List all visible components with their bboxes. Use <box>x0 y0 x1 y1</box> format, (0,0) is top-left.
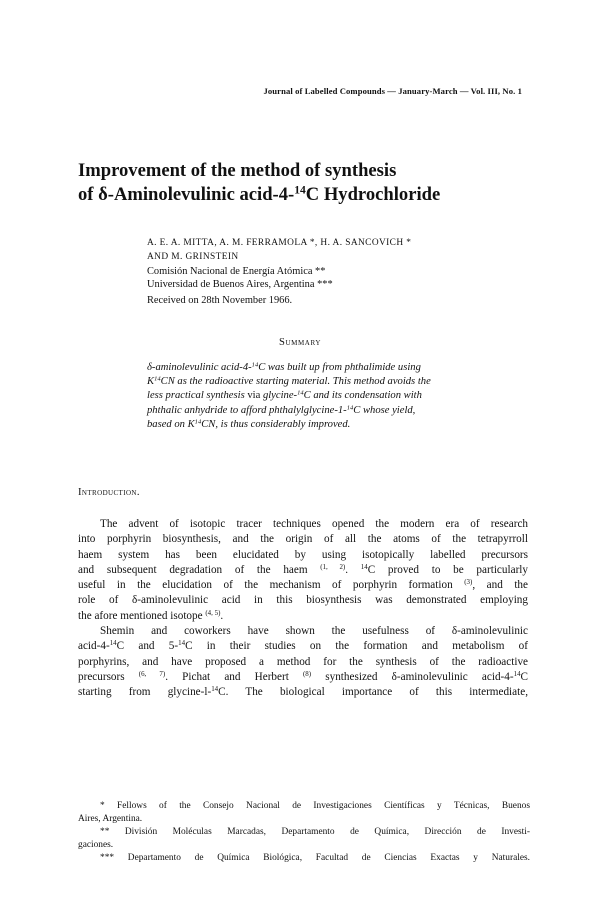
isotope-superscript: 14 <box>211 685 219 694</box>
body-text: starting from glycine-l- <box>78 686 212 699</box>
body-text: . <box>220 609 224 622</box>
body-line <box>78 670 528 685</box>
abstract-line <box>147 389 525 403</box>
introduction-body <box>78 517 528 701</box>
isotope-superscript: 14 <box>297 389 304 397</box>
isotope-superscript: 14 <box>251 361 259 369</box>
footnote-3-line-1: *** Departamento de Química Biológica, Facultad de Ciencias Exactas y Naturales. <box>100 853 530 863</box>
abstract-text: based on K <box>147 418 195 430</box>
body-line <box>78 685 528 700</box>
abstract-text: K <box>147 376 155 388</box>
body-text: C in their studies on the formation and metabolism of <box>185 640 528 653</box>
introduction-heading: Introduction. <box>78 487 140 498</box>
abstract-roman-word: via <box>247 390 261 402</box>
body-text: precursors <box>78 670 139 683</box>
authors-line-2: AND M. GRINSTEIN <box>147 252 239 262</box>
body-text: the afore mentioned isotope <box>78 609 206 622</box>
title-text: of δ-Aminolevulinic acid-4- <box>78 184 295 205</box>
affiliations <box>147 265 537 292</box>
author-list <box>147 236 537 264</box>
body-text: and subsequent degradation of the haem <box>78 563 321 576</box>
abstract-text: CN, is thus considerably improved. <box>201 418 351 430</box>
abstract-text: glycine- <box>260 390 298 402</box>
abstract-line <box>147 404 525 418</box>
running-head: Journal of Labelled Compounds — January-March — Vol. III, No. 1 <box>263 86 522 96</box>
isotope-superscript: 14 <box>194 418 202 426</box>
abstract-text: CN as the radioactive starting material. This method avoids the <box>160 376 431 388</box>
title-superscript: 14 <box>294 184 306 197</box>
abstract-text: δ-aminolevulinic acid-4- <box>147 362 252 373</box>
abstract-text: C whose yield, <box>353 404 416 416</box>
body-text: C proved to be particularly <box>367 563 528 576</box>
body-text: synthesized δ-aminolevulinic acid-4- <box>311 670 514 683</box>
body-line: into porphyrin biosynthesis, and the origin of all the atoms of the tetrapyrroll <box>78 533 528 546</box>
reference-marker: (1, 2) <box>320 563 346 572</box>
body-line <box>78 639 528 654</box>
title-text: C Hydrochloride <box>305 184 441 205</box>
footnotes <box>78 800 530 865</box>
abstract-line <box>147 375 525 389</box>
authors-line-1: A. E. A. MITTA, A. M. FERRAMOLA *, H. A. SANCOVICH * <box>147 238 412 248</box>
body-text: C <box>520 670 529 683</box>
title-line-1: Improvement of the method of synthesis <box>78 160 397 181</box>
abstract <box>147 361 525 432</box>
abstract-text: C and its condensation with <box>303 390 422 402</box>
body-text: acid-4- <box>78 640 110 653</box>
isotope-superscript: 14 <box>346 404 354 411</box>
reference-marker: (6, 7) <box>138 670 166 679</box>
body-line <box>78 609 528 624</box>
body-text: . Pichat and Herbert <box>165 670 303 683</box>
isotope-superscript: 14 <box>360 563 368 572</box>
isotope-superscript: 14 <box>154 375 161 383</box>
body-line: Shemin and coworkers have shown the usefulness of δ-aminolevulinic <box>100 625 528 638</box>
reference-marker: (4, 5) <box>205 608 221 617</box>
isotope-superscript: 14 <box>178 639 186 648</box>
body-text: C and 5- <box>116 640 179 653</box>
article-title <box>78 159 538 207</box>
body-text: , and the <box>472 579 528 592</box>
isotope-superscript: 14 <box>513 670 521 679</box>
abstract-line <box>147 361 525 375</box>
affiliation-line-1: Comisión Nacional de Energía Atómica ** <box>147 266 326 277</box>
body-line: role of δ-aminolevulinic acid in this biosynthesis was demonstrated employing <box>78 594 528 607</box>
body-line: haem system has been elucidated by using isotopically labelled precursors <box>78 548 528 561</box>
body-text: C. The biological importance of this intermediate, <box>218 686 528 699</box>
abstract-text: phthalic anhydride to afford phthalylglycine-1- <box>147 404 347 416</box>
reference-marker: (8) <box>303 670 312 679</box>
affiliation-line-2: Universidad de Buenos Aires, Argentina *** <box>147 279 333 291</box>
body-line <box>78 563 528 578</box>
body-line: The advent of isotopic tracer techniques opened the modern era of research <box>100 518 528 530</box>
isotope-superscript: 14 <box>109 639 117 648</box>
summary-heading: Summary <box>279 337 321 348</box>
abstract-text: less practical synthesis <box>147 390 248 402</box>
abstract-line <box>147 418 525 432</box>
received-date: Received on 28th November 1966. <box>147 295 293 306</box>
abstract-text: C was built up from phthalimide using <box>258 362 421 373</box>
footnote-2-line-1: ** División Moléculas Marcadas, Departamento de Química, Dirección de Investi- <box>100 827 530 837</box>
footnote-2-line-2: gaciones. <box>78 840 114 850</box>
reference-marker: (3) <box>464 578 473 587</box>
footnote-1-line-2: Aires, Argentina. <box>78 814 143 824</box>
body-text: . <box>345 563 361 576</box>
body-text: useful in the elucidation of the mechanism of porphyrin formation <box>78 579 465 592</box>
footnote-1-line-1: * Fellows of the Consejo Nacional de Investigaciones Científicas y Técnicas, Buenos <box>100 801 530 811</box>
body-line <box>78 578 528 593</box>
title-line-2 <box>78 183 538 207</box>
body-line: porphyrins, and have proposed a method for the synthesis of the radioactive <box>78 655 528 668</box>
